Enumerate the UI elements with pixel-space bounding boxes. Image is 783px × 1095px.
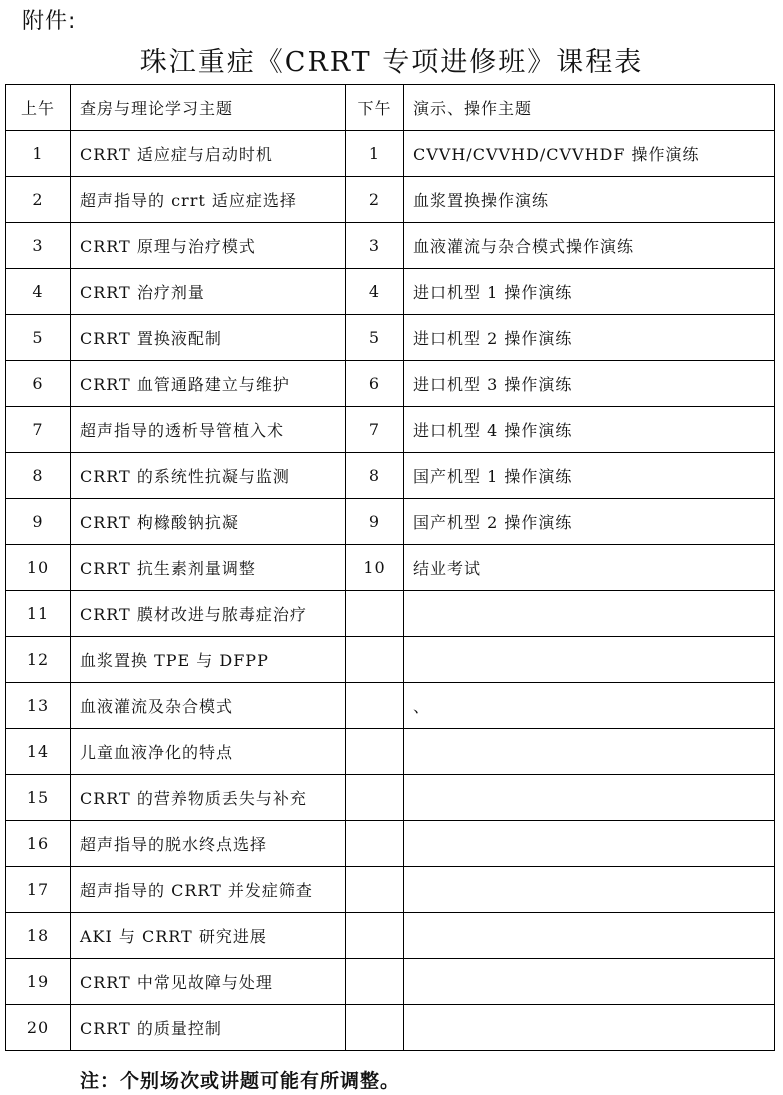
table-row [6,867,775,913]
am-topic-cell: CRRT 置换液配制 [71,315,346,361]
am-topic-cell: CRRT 的系统性抗凝与监测 [71,453,346,499]
pm-topic-cell: 进口机型 4 操作演练 [404,407,775,453]
table-row [6,637,775,683]
pm-topic-cell: 国产机型 2 操作演练 [404,499,775,545]
table-row [6,821,775,867]
pm-number-cell [346,867,404,913]
am-number-cell: 3 [6,223,71,269]
pm-topic-cell: 血液灌流与杂合模式操作演练 [404,223,775,269]
am-number-cell: 10 [6,545,71,591]
header-am-topic: 查房与理论学习主题 [71,85,346,131]
am-number-cell: 14 [6,729,71,775]
table-row [6,131,775,177]
am-topic-cell: CRRT 血管通路建立与维护 [71,361,346,407]
pm-topic-cell: 进口机型 3 操作演练 [404,361,775,407]
am-number-cell: 9 [6,499,71,545]
pm-topic-cell [404,1005,775,1051]
pm-topic-cell [404,591,775,637]
am-topic-cell: 超声指导的 CRRT 并发症筛查 [71,867,346,913]
pm-number-cell: 5 [346,315,404,361]
am-number-cell: 6 [6,361,71,407]
table-row [6,453,775,499]
pm-topic-cell [404,775,775,821]
pm-topic-cell: 进口机型 1 操作演练 [404,269,775,315]
am-topic-cell: 超声指导的 crrt 适应症选择 [71,177,346,223]
pm-number-cell [346,959,404,1005]
am-number-cell: 19 [6,959,71,1005]
am-number-cell: 12 [6,637,71,683]
table-header-row [6,85,775,131]
am-number-cell: 1 [6,131,71,177]
table-row [6,407,775,453]
pm-number-cell [346,775,404,821]
pm-topic-cell: 进口机型 2 操作演练 [404,315,775,361]
pm-topic-cell [404,959,775,1005]
pm-number-cell [346,683,404,729]
table-row [6,545,775,591]
am-topic-cell: 儿童血液净化的特点 [71,729,346,775]
pm-number-cell: 4 [346,269,404,315]
pm-number-cell: 7 [346,407,404,453]
table-row [6,683,775,729]
pm-number-cell [346,821,404,867]
pm-topic-cell [404,867,775,913]
pm-number-cell: 3 [346,223,404,269]
am-number-cell: 15 [6,775,71,821]
table-row [6,591,775,637]
table-row [6,959,775,1005]
pm-topic-cell [404,637,775,683]
header-am: 上午 [6,85,71,131]
table-row [6,499,775,545]
am-topic-cell: CRRT 膜材改进与脓毒症治疗 [71,591,346,637]
am-number-cell: 17 [6,867,71,913]
pm-topic-cell: 国产机型 1 操作演练 [404,453,775,499]
am-topic-cell: CRRT 枸橼酸钠抗凝 [71,499,346,545]
am-number-cell: 2 [6,177,71,223]
header-pm-topic: 演示、操作主题 [404,85,775,131]
am-number-cell: 7 [6,407,71,453]
am-topic-cell: CRRT 中常见故障与处理 [71,959,346,1005]
table-row [6,177,775,223]
am-topic-cell: CRRT 的质量控制 [71,1005,346,1051]
am-number-cell: 11 [6,591,71,637]
am-number-cell: 4 [6,269,71,315]
pm-topic-cell: CVVH/CVVHD/CVVHDF 操作演练 [404,131,775,177]
table-row [6,269,775,315]
table-row [6,223,775,269]
course-schedule-table [5,84,775,1051]
pm-topic-cell: 结业考试 [404,545,775,591]
pm-number-cell [346,591,404,637]
am-topic-cell: CRRT 适应症与启动时机 [71,131,346,177]
pm-number-cell: 1 [346,131,404,177]
am-number-cell: 13 [6,683,71,729]
table-row [6,315,775,361]
table-row [6,775,775,821]
pm-topic-cell [404,913,775,959]
table-row [6,361,775,407]
pm-number-cell [346,637,404,683]
am-topic-cell: 血浆置换 TPE 与 DFPP [71,637,346,683]
pm-number-cell: 10 [346,545,404,591]
pm-topic-cell: 、 [404,683,775,729]
am-topic-cell: AKI 与 CRRT 研究进展 [71,913,346,959]
am-topic-cell: CRRT 的营养物质丢失与补充 [71,775,346,821]
page-title: 珠江重症《CRRT 专项进修班》课程表 [139,47,644,78]
pm-topic-cell: 血浆置换操作演练 [404,177,775,223]
am-number-cell: 20 [6,1005,71,1051]
pm-number-cell: 2 [346,177,404,223]
pm-number-cell [346,729,404,775]
am-topic-cell: CRRT 治疗剂量 [71,269,346,315]
pm-number-cell: 6 [346,361,404,407]
header-pm: 下午 [346,85,404,131]
am-number-cell: 18 [6,913,71,959]
pm-topic-cell [404,729,775,775]
am-number-cell: 16 [6,821,71,867]
pm-number-cell: 9 [346,499,404,545]
attachment-label: 附件: [22,9,77,34]
pm-number-cell [346,1005,404,1051]
table-row [6,913,775,959]
am-topic-cell: 超声指导的透析导管植入术 [71,407,346,453]
pm-number-cell: 8 [346,453,404,499]
am-topic-cell: 超声指导的脱水终点选择 [71,821,346,867]
pm-number-cell [346,913,404,959]
am-topic-cell: CRRT 抗生素剂量调整 [71,545,346,591]
am-topic-cell: 血液灌流及杂合模式 [71,683,346,729]
am-number-cell: 8 [6,453,71,499]
footnote: 注：个别场次或讲题可能有所调整。 [80,1070,401,1092]
pm-topic-cell [404,821,775,867]
table-row [6,729,775,775]
am-number-cell: 5 [6,315,71,361]
table-row [6,1005,775,1051]
am-topic-cell: CRRT 原理与治疗模式 [71,223,346,269]
